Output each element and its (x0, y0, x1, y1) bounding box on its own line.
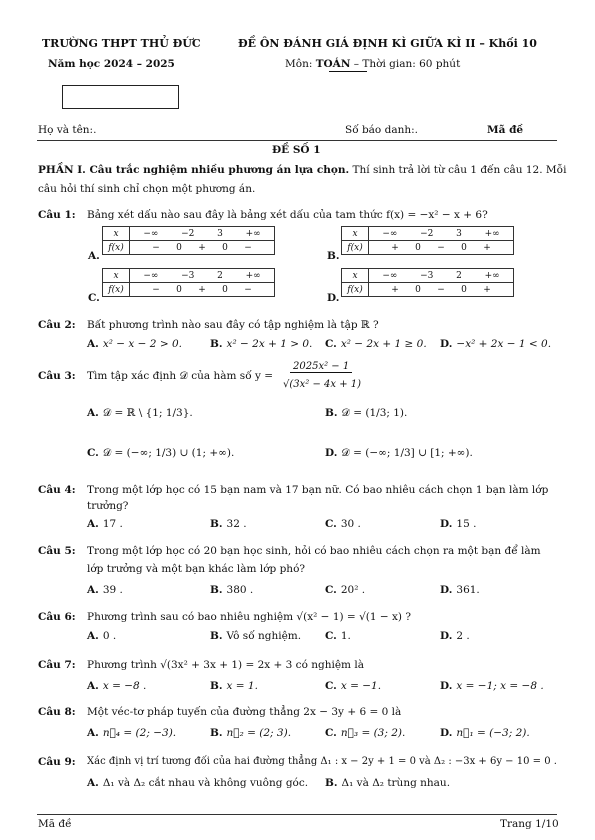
q8-option-c-text: n⃗₃ = (3; 2). (340, 727, 406, 739)
q4-label: Câu 4: (38, 484, 76, 496)
q3-option-b-text: 𝒟 = (1/3; 1). (341, 407, 408, 419)
q3-option-b-label: B. (325, 407, 338, 419)
sign-table-f-value: − (244, 242, 252, 253)
sign-table-x-value: −∞ (143, 228, 159, 239)
q6-option-d-text: 2 . (456, 630, 470, 642)
q8-option-a-label: A. (87, 727, 99, 739)
sign-table-f-header: f(x) (103, 241, 130, 255)
subject-prefix: Môn: (285, 58, 313, 70)
q2-option-b-text: x² − 2x + 1 > 0. (226, 338, 313, 350)
q3-option-a[interactable] (87, 407, 193, 420)
sign-table-x-value: 3 (456, 228, 462, 239)
q9-option-a-label: A. (87, 777, 99, 789)
q2-option-a[interactable] (87, 338, 182, 350)
q6-option-d[interactable] (440, 630, 470, 642)
sign-table-f-header: f(x) (342, 241, 369, 255)
part1-heading (38, 164, 566, 176)
exam-title: ĐỀ ÔN ĐÁNH GIÁ ĐỊNH KÌ GIỮA KÌ II – Khối 10 (238, 37, 537, 50)
header-divider (37, 140, 557, 141)
q9-label: Câu 9: (38, 756, 76, 768)
q6-option-d-label: D. (440, 630, 453, 642)
q4-option-c[interactable] (325, 518, 361, 530)
q2-option-d-text: −x² + 2x − 1 < 0. (456, 338, 552, 350)
q9-option-a[interactable] (87, 777, 308, 789)
part1-instructions: Thí sinh trả lời từ câu 1 đến câu 12. Mỗi (349, 164, 567, 176)
q4-option-a[interactable] (87, 518, 123, 530)
q6-option-b-label: B. (210, 630, 223, 642)
q1-sign-table-c[interactable] (102, 268, 275, 297)
q4-option-b[interactable] (210, 518, 247, 530)
q5-option-a[interactable] (87, 584, 123, 596)
footer-exam-code: Mã đề (38, 818, 72, 830)
sign-table-f-row (369, 241, 514, 255)
q3-option-a-label: A. (87, 407, 99, 419)
q7-option-c-text: x = −1. (340, 680, 382, 692)
sign-table-x-value: −∞ (382, 270, 398, 281)
sign-table-x-value: +∞ (484, 228, 500, 239)
q2-option-d[interactable] (440, 338, 551, 350)
sign-table-f-header: f(x) (103, 283, 130, 297)
q5-text: Trong một lớp học có 20 bạn học sinh, hỏi có bao nhiêu cách chọn ra một bạn để làm (87, 545, 541, 557)
sign-table-f-value: 0 (415, 242, 421, 253)
q2-option-c[interactable] (325, 338, 427, 350)
q6-option-a-text: 0 . (102, 630, 117, 642)
q3-option-a-text: 𝒟 = ℝ \ {1; 1/3}. (102, 407, 193, 419)
sign-table-x-row (369, 269, 514, 283)
q6-option-b[interactable] (210, 630, 301, 642)
q9-option-b[interactable] (325, 777, 450, 789)
q5-text-line2: lớp trưởng và một bạn khác làm lớp phó? (87, 563, 306, 575)
sign-table-f-value: + (391, 242, 399, 253)
q5-option-a-text: 39 . (102, 584, 123, 596)
q8-option-b-text: n⃗₂ = (2; 3). (226, 727, 292, 739)
q8-option-a-text: n⃗₄ = (2; −3). (102, 727, 177, 739)
sign-table-x-row (130, 269, 275, 283)
q7-option-d-text: x = −1; x = −8 . (456, 680, 544, 692)
subject-underline (329, 71, 367, 72)
exam-number: ĐỀ SỐ 1 (272, 144, 321, 156)
sign-table-x-value: −∞ (382, 228, 398, 239)
sign-table-f-value: 0 (415, 284, 421, 295)
q2-option-c-label: C. (325, 338, 337, 350)
sign-table-f-value: 0 (176, 242, 182, 253)
q5-option-c[interactable] (325, 584, 365, 596)
sign-table-f-value: − (152, 284, 160, 295)
school-year: Năm học 2024 – 2025 (48, 58, 175, 70)
sign-table-f-value: + (391, 284, 399, 295)
sign-table-f-value: + (483, 284, 491, 295)
q7-text: Phương trình √(3x² + 3x + 1) = 2x + 3 có nghiệm là (87, 659, 364, 671)
q7-option-d-label: D. (440, 680, 453, 692)
q4-option-c-text: 30 . (340, 518, 361, 530)
q8-text: Một véc-tơ pháp tuyến của đường thẳng 2x − 3y + 6 = 0 là (87, 706, 402, 718)
q8-option-d-text: n⃗₁ = (−3; 2). (456, 727, 530, 739)
sign-table-f-row (130, 241, 275, 255)
subject-suffix: – Thời gian: 60 phút (353, 58, 461, 70)
q3-option-c-label: C. (87, 447, 99, 459)
footer-page-number: Trang 1/10 (500, 818, 559, 830)
q1-sign-table-d[interactable] (341, 268, 514, 297)
q5-option-d[interactable] (440, 584, 480, 596)
q5-option-d-text: 361. (456, 584, 480, 596)
q6-option-c-label: C. (325, 630, 337, 642)
q6-option-c-text: 1. (340, 630, 351, 642)
q3-option-b[interactable] (325, 407, 407, 420)
q3-text: Tìm tập xác định 𝒟 của hàm số y = (87, 370, 274, 382)
sign-table-f-value: − (244, 284, 252, 295)
q8-option-d[interactable] (440, 727, 530, 739)
q1-sign-table-b[interactable] (341, 226, 514, 255)
footer-divider (37, 814, 557, 815)
sign-table-f-value: + (483, 242, 491, 253)
q2-option-b-label: B. (210, 338, 223, 350)
q3-option-d[interactable] (325, 447, 473, 460)
sign-table-x-value: +∞ (245, 270, 261, 281)
q7-option-c-label: C. (325, 680, 337, 692)
q3-option-c[interactable] (87, 447, 234, 460)
sign-table-x-value: −∞ (143, 270, 159, 281)
student-id-label: Số báo danh:. (345, 124, 418, 136)
q3-option-c-text: 𝒟 = (−∞; 1/3) ∪ (1; +∞). (102, 447, 235, 459)
q5-option-c-label: C. (325, 584, 337, 596)
sign-table-f-value: + (198, 284, 206, 295)
school-name: TRƯỜNG THPT THỦ ĐỨC (42, 37, 201, 50)
q6-option-b-text: Vô số nghiệm. (226, 630, 302, 642)
q7-option-b[interactable] (210, 680, 258, 692)
q8-option-c-label: C. (325, 727, 337, 739)
sign-table-f-value: 0 (222, 284, 228, 295)
q6-label: Câu 6: (38, 611, 76, 623)
q4-option-b-label: B. (210, 518, 223, 530)
q4-option-d-text: 15 . (456, 518, 477, 530)
sign-table-x-value: +∞ (245, 228, 261, 239)
q4-option-a-label: A. (87, 518, 99, 530)
q7-option-b-text: x = 1. (226, 680, 258, 692)
code-box (62, 85, 179, 109)
q3-fraction-numerator: 2025x² − 1 (290, 361, 352, 373)
q2-option-a-label: A. (87, 338, 99, 350)
q3-option-d-label: D. (325, 447, 338, 459)
q1-option-b-label[interactable]: B. (327, 250, 340, 262)
q7-option-b-label: B. (210, 680, 223, 692)
q5-option-c-text: 20² . (340, 584, 366, 596)
sign-table-x-value: 2 (217, 270, 223, 281)
exam-subject (285, 58, 460, 70)
q7-option-a[interactable] (87, 680, 146, 692)
q7-option-d[interactable] (440, 680, 544, 692)
q1-text: Bảng xét dấu nào sau đây là bảng xét dấu của tam thức f(x) = −x² − x + 6? (87, 209, 488, 221)
q8-label: Câu 8: (38, 706, 76, 718)
q4-text-line2: trưởng? (87, 500, 129, 512)
q4-option-d-label: D. (440, 518, 453, 530)
q5-option-b-label: B. (210, 584, 223, 596)
sign-table-f-row (369, 283, 514, 297)
q3-fraction-denominator: √(3x² − 4x + 1) (283, 379, 362, 390)
q3-label: Câu 3: (38, 370, 76, 382)
q5-label: Câu 5: (38, 545, 76, 557)
q6-text: Phương trình sau có bao nhiêu nghiệm √(x² − 1) = √(1 − x) ? (87, 611, 411, 623)
sign-table-f-value: + (198, 242, 206, 253)
q6-option-a-label: A. (87, 630, 99, 642)
sign-table-x-value: −3 (420, 270, 434, 281)
q3-option-d-text: 𝒟 = (−∞; 1/3] ∪ [1; +∞). (341, 447, 473, 459)
q9-option-a-text: Δ₁ và Δ₂ cắt nhau và không vuông góc. (102, 777, 309, 789)
exam-code-label: Mã đề (487, 124, 524, 136)
q6-option-a[interactable] (87, 630, 116, 642)
q4-option-c-label: C. (325, 518, 337, 530)
q7-option-c[interactable] (325, 680, 381, 692)
sign-table-f-value: 0 (176, 284, 182, 295)
q8-option-d-label: D. (440, 727, 453, 739)
q9-text: Xác định vị trí tương đối của hai đường thẳng Δ₁ : x − 2y + 1 = 0 và Δ₂ : −3x + 6y − 10 = 0 . (87, 756, 557, 767)
sign-table-f-value: − (437, 242, 445, 253)
q4-option-b-text: 32 . (226, 518, 247, 530)
sign-table-f-header: f(x) (342, 283, 369, 297)
subject-name: TOÁN (315, 58, 351, 70)
q7-option-a-text: x = −8 . (102, 680, 147, 692)
q2-option-a-text: x² − x − 2 > 0. (102, 338, 182, 350)
q5-option-a-label: A. (87, 584, 99, 596)
q5-option-b[interactable] (210, 584, 253, 596)
q1-option-a-label[interactable]: A. (88, 250, 100, 262)
sign-table-f-value: − (152, 242, 160, 253)
q1-option-c-label[interactable]: C. (88, 292, 100, 304)
q7-label: Câu 7: (38, 659, 76, 671)
sign-table-x-value: −2 (181, 228, 195, 239)
q8-option-a[interactable] (87, 727, 176, 739)
q2-label: Câu 2: (38, 319, 76, 331)
q2-text: Bất phương trình nào sau đây có tập nghiệm là tập ℝ ? (87, 319, 379, 331)
sign-table-f-value: 0 (461, 242, 467, 253)
sign-table-f-row (130, 283, 275, 297)
sign-table-x-header: x (103, 227, 130, 241)
q6-option-c[interactable] (325, 630, 351, 642)
q2-option-c-text: x² − 2x + 1 ≥ 0. (340, 338, 427, 350)
sign-table-x-row (130, 227, 275, 241)
q9-option-b-label: B. (325, 777, 338, 789)
sign-table-f-value: 0 (461, 284, 467, 295)
q8-option-b-label: B. (210, 727, 223, 739)
q2-option-b[interactable] (210, 338, 312, 350)
q5-option-d-label: D. (440, 584, 453, 596)
sign-table-f-value: 0 (222, 242, 228, 253)
sign-table-x-row (369, 227, 514, 241)
q1-option-d-label[interactable]: D. (327, 292, 340, 304)
part1-instructions-line2: câu hỏi thí sinh chỉ chọn một phương án. (38, 183, 256, 195)
q5-option-b-text: 380 . (226, 584, 254, 596)
sign-table-x-value: 2 (456, 270, 462, 281)
sign-table-x-header: x (342, 269, 369, 283)
q4-text: Trong một lớp học có 15 bạn nam và 17 bạn nữ. Có bao nhiêu cách chọn 1 bạn làm lớp (87, 484, 549, 496)
q4-option-d[interactable] (440, 518, 476, 530)
sign-table-x-value: +∞ (484, 270, 500, 281)
name-field-label: Họ và tên:. (38, 124, 97, 136)
q8-option-c[interactable] (325, 727, 405, 739)
sign-table-x-header: x (103, 269, 130, 283)
q2-option-d-label: D. (440, 338, 453, 350)
q9-option-b-text: Δ₁ và Δ₂ trùng nhau. (341, 777, 451, 789)
sign-table-x-value: −2 (420, 228, 434, 239)
q7-option-a-label: A. (87, 680, 99, 692)
sign-table-f-value: − (437, 284, 445, 295)
q1-label: Câu 1: (38, 209, 76, 221)
sign-table-x-value: −3 (181, 270, 195, 281)
q1-sign-table-a[interactable] (102, 226, 275, 255)
sign-table-x-header: x (342, 227, 369, 241)
sign-table-x-value: 3 (217, 228, 223, 239)
part1-title: PHẦN I. Câu trắc nghiệm nhiều phương án lựa chọn. (38, 164, 350, 176)
q4-option-a-text: 17 . (102, 518, 123, 530)
q8-option-b[interactable] (210, 727, 291, 739)
